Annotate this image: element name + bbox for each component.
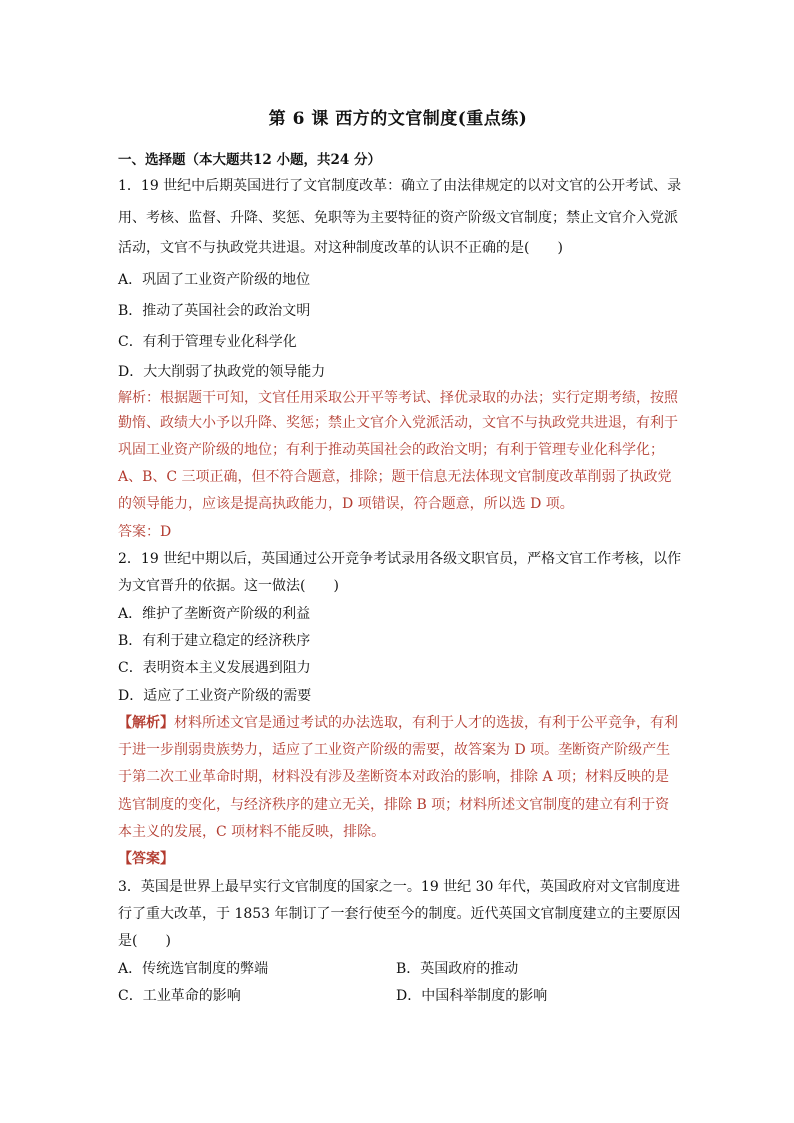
q1-option-a: A．巩固了工业资产阶级的地位: [118, 272, 311, 288]
q1-analysis-line: A、B、C 三项正确，但不符合题意，排除；题干信息无法体现文官制度改革削弱了执政党: [118, 469, 672, 485]
q3-stem-line: 行了重大改革，于 1853 年制订了一套行使至今的制度。近代英国文官制度建立的主要原因: [118, 906, 681, 922]
q2-analysis-line: 于进一步削弱贵族势力，适应了工业资产阶级的需要，故答案为 D 项。垄断资产阶级产生: [118, 742, 671, 758]
q2-analysis-line: 于第二次工业革命时期，材料没有涉及垄断资本对政治的影响，排除 A 项；材料反映的是: [118, 769, 670, 785]
q1-option-d: D．大大削弱了执政党的领导能力: [118, 364, 326, 380]
page-title: 第 6 课 西方的文官制度(重点练): [268, 109, 528, 129]
q1-analysis-line: 解析：根据题干可知，文官任用采取公开平等考试、择优录取的办法；实行定期考绩，按照: [118, 390, 678, 406]
q3-option-a: A．传统选官制度的弊端: [118, 961, 269, 977]
q3-stem-line: 是( ): [118, 933, 171, 949]
q3-option-b: B．英国政府的推动: [396, 961, 519, 977]
q2-answer: 【答案】: [118, 851, 174, 867]
section-heading: 一、选择题（本大题共12 小题，共24 分）: [118, 152, 381, 168]
q2-option-b: B．有利于建立稳定的经济秩序: [118, 633, 311, 649]
q1-answer: 答案：D: [118, 524, 172, 540]
q3-options-row: [118, 959, 678, 979]
q2-option-c: C．表明资本主义发展遇到阻力: [118, 660, 311, 676]
q1-analysis-line: 勤惰、政绩大小予以升降、奖惩；禁止文官介入党派活动，文官不与执政党共进退，有利于: [118, 415, 678, 431]
q1-stem-line: 1．19 世纪中后期英国进行了文官制度改革：确立了由法律规定的以对文官的公开考试、录: [118, 178, 682, 194]
q3-option-d: D．中国科举制度的影响: [396, 988, 548, 1004]
q1-analysis-line: 巩固工业资产阶级的地位；有利于推动英国社会的政治文明；有利于管理专业化科学化；: [118, 442, 664, 458]
q3-stem-line: 3．英国是世界上最早实行文官制度的国家之一。19 世纪 30 年代，英国政府对文官制度进: [118, 879, 680, 895]
q2-stem-line: 2．19 世纪中期以后，英国通过公开竞争考试录用各级文职官员，严格文官工作考核，以作: [118, 551, 682, 567]
q2-analysis-line: [118, 713, 678, 733]
q3-option-c: C．工业革命的影响: [118, 988, 241, 1004]
q1-stem-line: 用、考核、监督、升降、奖惩、免职等为主要特征的资产阶级文官制度；禁止文官介入党派: [118, 210, 678, 226]
q2-option-d: D．适应了工业资产阶级的需要: [118, 688, 312, 704]
q2-stem-line: 为文官晋升的依据。这一做法( ): [118, 578, 339, 594]
q1-option-c: C．有利于管理专业化科学化: [118, 334, 297, 350]
q1-option-b: B．推动了英国社会的政治文明: [118, 303, 311, 319]
q2-analysis-line: 本主义的发展，C 项材料不能反映，排除。: [118, 824, 386, 840]
q2-option-a: A．维护了垄断资产阶级的利益: [118, 606, 311, 622]
q2-analysis-tag: 【解析】: [118, 715, 174, 731]
q2-analysis-line: 选官制度的变化，与经济秩序的建立无关，排除 B 项；材料所述文官制度的建立有利于资: [118, 797, 670, 813]
q3-options-row: [118, 986, 678, 1006]
q1-analysis-line: 的领导能力，应该是提高执政能力，D 项错误，符合题意，所以选 D 项。: [118, 496, 574, 512]
q1-stem-line: 活动，文官不与执政党共进退。对这种制度改革的认识不正确的是( ): [118, 240, 563, 256]
q2-analysis-text: 材料所述文官是通过考试的办法选取，有利于人才的选拔，有利于公平竞争，有利: [174, 715, 678, 731]
